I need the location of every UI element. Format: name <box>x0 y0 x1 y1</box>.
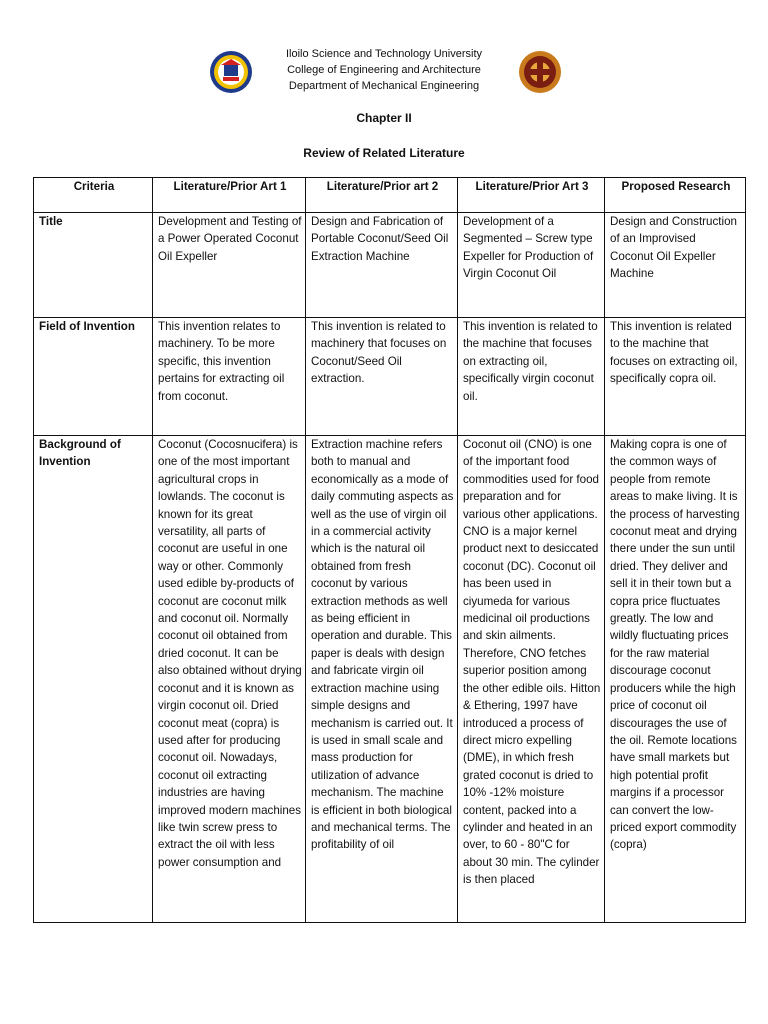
institution-block <box>250 46 518 94</box>
table-row-field-of-invention <box>34 318 746 436</box>
criteria-cell: Field of Invention <box>34 318 153 436</box>
university-seal-logo <box>209 50 253 94</box>
column-header-prior-art-2: Literature/Prior art 2 <box>306 178 458 213</box>
criteria-cell <box>34 436 153 923</box>
table-cell <box>605 436 746 923</box>
table-cell <box>306 436 458 923</box>
university-name: Iloilo Science and Technology University <box>285 48 483 60</box>
cell-text: Coconut oil (CNO) is one of the important food commodities used for food preparation and for various other applications. CNO is a major kernel product next to desiccated coconut (DC). Coconut oil has been used in ciyumeda for various medicinal oil productions and skin ailments. Therefore, CNO fetches superior position among the other edible oils. Hitton & Ethering, 1997 have introduced a process of direct micro expelling (DME), in which fresh grated coconut is dried to 10% -12% moisture content, packed into a cylinder and heated in an over, to 60 - 80"C for about 30 min. The cylinder is then placed <box>463 438 601 887</box>
cell-text: Coconut (Cocosnucifera) is one of the most important agricultural crops in lowlands. The coconut is known for its great versatility, all parts of coconut are useful in one way or other. Commonly used edible by-products of coconut are coconut milk and coconut oil. Normally coconut oil obtained from dried coconut. It can be also obtained without drying coconut and it is known as virgin coconut oil. Dried coconut meat (copra) is used after for producing coconut oil. Nowadays, coconut oil extracting industries are having improved modern machines like twin screw press to extract the oil with less power consumption and <box>158 438 302 869</box>
table-cell: Development and Testing of a Power Operated Coconut Oil Expeller <box>153 213 306 318</box>
table-cell: This invention is related to machinery that focuses on Coconut/Seed Oil extraction. <box>306 318 458 436</box>
column-header-prior-art-1: Literature/Prior Art 1 <box>153 178 306 213</box>
table-cell: Design and Fabrication of Portable Coconut/Seed Oil Extraction Machine <box>306 213 458 318</box>
table-cell: Design and Construction of an Improvised Coconut Oil Expeller Machine <box>605 213 746 318</box>
table-cell <box>153 436 306 923</box>
table-cell: Development of a Segmented – Screw type Expeller for Production of Virgin Coconut Oil <box>458 213 605 318</box>
section-heading: Review of Related Literature <box>303 146 465 160</box>
chapter-heading: Chapter II <box>356 111 412 125</box>
college-seal-logo <box>518 50 562 94</box>
department-name: Department of Mechanical Engineering <box>288 80 480 92</box>
table-cell: This invention relates to machinery. To be more specific, this invention pertains for extracting oil from coconut. <box>153 318 306 436</box>
table-row-title <box>34 213 746 318</box>
column-header-proposed-research: Proposed Research <box>605 178 746 213</box>
table-cell <box>458 436 605 923</box>
table-header-row <box>34 178 746 213</box>
column-header-criteria: Criteria <box>34 178 153 213</box>
table-cell: This invention is related to the machine that focuses on extracting oil, specifically virgin coconut oil. <box>458 318 605 436</box>
college-name: College of Engineering and Architecture <box>287 64 481 76</box>
criteria-cell: Title <box>34 213 153 318</box>
column-header-prior-art-3: Literature/Prior Art 3 <box>458 178 605 213</box>
cell-text: Extraction machine refers both to manual and economically as a mode of daily commuting aspects as well as the use of virgin oil in a commercial activity which is the natural oil obtained from fresh coconut by various extraction methods as well as being efficient in operation and durable. This paper is deals with design and fabricate virgin oil extraction machine using simple designs and mechanism is carried out. It is used in small scale and mass production for utilization of advance mechanism. The machine is efficient in both biological and mechanical terms. The profitability of oil <box>311 438 454 852</box>
document-header <box>0 46 768 106</box>
table-row-background-of-invention <box>34 436 746 923</box>
criteria-text: Background of Invention <box>39 438 121 469</box>
table-cell: This invention is related to the machine that focuses on extracting oil, specifically copra oil. <box>605 318 746 436</box>
literature-review-table <box>33 177 746 923</box>
cell-text: Making copra is one of the common ways of people from remote areas to make living. It is the process of harvesting coconut meat and drying there under the sun until dried. They deliver and sell it in their town but a copra price fluctuates greatly. The low and wildly fluctuating prices for the raw material discourage coconut producers while the high price of coconut oil discourages the use of the oil. Remote locations have small markets but high potential profit margins if a processor can convert the low-priced export commodity (copra) <box>610 438 740 852</box>
